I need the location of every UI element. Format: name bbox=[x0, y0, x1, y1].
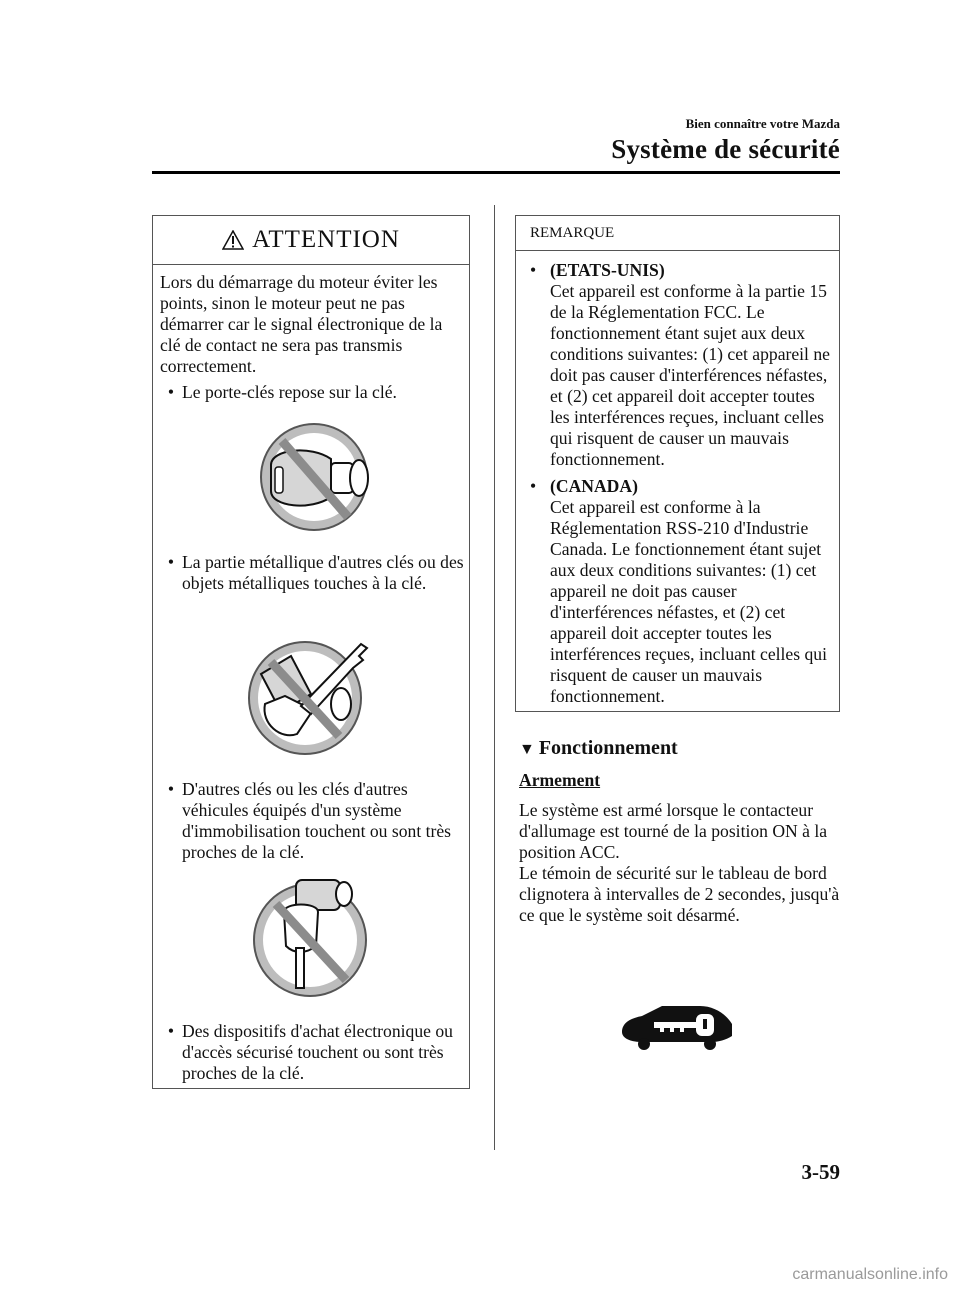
remark-item-label: (ETATS-UNIS) bbox=[550, 260, 665, 280]
bullet-icon: • bbox=[530, 476, 537, 496]
chapter-title: Système de sécurité bbox=[611, 134, 840, 164]
list-item bbox=[530, 476, 835, 707]
prohibited-metal-keys-icon bbox=[241, 634, 376, 759]
section-paragraph: Le système est armé lorsque le contacteur d'allumage est tourné de la position ON à la position ACC. Le témoin de sécurité sur le tableau de bord clignotera à intervalles de 2 secondes, jusqu'à ce que le système soit désarmé. bbox=[519, 800, 840, 925]
header-rule bbox=[152, 171, 840, 174]
list-item: • D'autres clés ou les clés d'autres véhicules équipés d'un système d'immobilisation touchent ou sont très proches de la clé. bbox=[160, 779, 465, 863]
column-divider bbox=[494, 205, 495, 1150]
bullet-icon: • bbox=[167, 382, 175, 402]
triangle-marker-icon: ▼ bbox=[519, 741, 535, 758]
attention-header bbox=[153, 216, 469, 265]
bullet-icon: • bbox=[167, 1021, 175, 1041]
attention-intro: Lors du démarrage du moteur éviter les points, sinon le moteur peut ne pas démarrer car le signal électronique de la clé de contact ne sera pas transmis correctement. bbox=[160, 272, 443, 376]
watermark: carmanualsonline.info bbox=[792, 1266, 948, 1283]
list-item: • Des dispositifs d'achat électronique ou d'accès sécurisé touchent ou sont très proches de la clé. bbox=[160, 1021, 465, 1084]
section-title: ▼ Fonctionnement bbox=[519, 737, 678, 759]
remark-title: REMARQUE bbox=[516, 216, 839, 251]
bullet-icon: • bbox=[167, 779, 175, 799]
remark-item-text: Cet appareil est conforme à la Réglementation RSS-210 d'Industrie Canada. Le fonctionnement étant sujet aux deux conditions suivantes: (1) cet appareil ne doit pas causer d'interférences néfastes, et (2) cet appareil doit accepter toutes les interférences reçues, incluant celles qui risquent de causer un mauvais fonctionnement. bbox=[550, 497, 827, 706]
attention-title: ATTENTION bbox=[252, 226, 400, 253]
attention-box bbox=[152, 215, 470, 1089]
remark-item-text: Cet appareil est conforme à la partie 15 de la Réglementation FCC. Le fonctionnement étant sujet aux deux conditions suivantes: (1) cet appareil ne doit pas causer d'interférences néfastes, et (2) cet appareil doit accepter toutes les interférences reçues, incluant celles qui risquent de causer un mauvais fonctionnement. bbox=[550, 281, 830, 469]
page-number: 3-59 bbox=[801, 1160, 840, 1184]
subheading: Armement bbox=[519, 770, 601, 790]
list-item: • Le porte-clés repose sur la clé. bbox=[160, 382, 465, 403]
security-indicator-car-key-icon bbox=[618, 1002, 736, 1050]
section-label: Bien connaître votre Mazda bbox=[685, 116, 840, 131]
prohibited-keyholder-icon bbox=[249, 421, 379, 533]
prohibited-other-keys-icon bbox=[246, 876, 381, 1001]
warning-triangle-icon bbox=[222, 230, 244, 250]
bullet-icon: • bbox=[530, 260, 537, 280]
remark-item-label: (CANADA) bbox=[550, 476, 638, 496]
bullet-icon: • bbox=[167, 552, 175, 572]
remark-box bbox=[515, 215, 840, 712]
list-item: • La partie métallique d'autres clés ou des objets métalliques touches à la clé. bbox=[160, 552, 465, 594]
list-item bbox=[530, 260, 835, 470]
